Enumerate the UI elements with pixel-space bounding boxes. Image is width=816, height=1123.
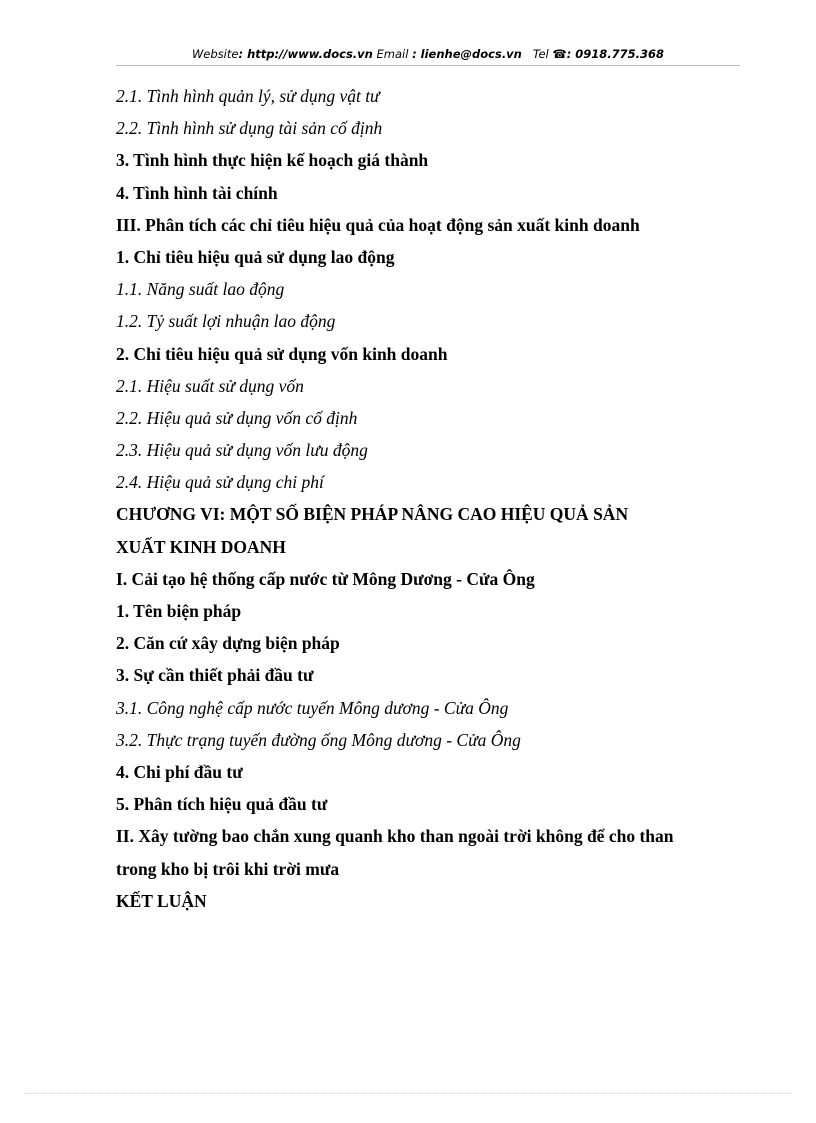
toc-entry: 4. Chi phí đầu tư bbox=[116, 761, 243, 782]
email-link[interactable]: : lienhe@docs.vn bbox=[412, 47, 522, 61]
toc-entry: III. Phân tích các chỉ tiêu hiệu quả của hoạt động sản xuất kinh doanh bbox=[116, 214, 640, 235]
header-divider bbox=[116, 65, 740, 66]
toc-entry: I. Cải tạo hệ thống cấp nước từ Mông Dương - Cửa Ông bbox=[116, 568, 535, 589]
toc-entry: 2.4. Hiệu quả sử dụng chi phí bbox=[116, 472, 324, 493]
toc-entry: 1.1. Năng suất lao động bbox=[116, 279, 285, 300]
toc-entry: KẾT LUẬN bbox=[116, 890, 207, 911]
toc-entry: XUẤT KINH DOANH bbox=[116, 536, 286, 557]
toc-entry: 2. Chỉ tiêu hiệu quả sử dụng vốn kinh doanh bbox=[116, 343, 448, 364]
toc-entry: II. Xây tường bao chắn xung quanh kho than ngoài trời không để cho than bbox=[116, 826, 674, 847]
toc-entry: 1. Tên biện pháp bbox=[116, 601, 242, 621]
toc-entry: 1.2. Tỷ suất lợi nhuận lao động bbox=[116, 311, 336, 332]
toc-entry: 4. Tình hình tài chính bbox=[116, 182, 278, 203]
phone-icon: ☎ bbox=[552, 47, 567, 61]
toc-entry: 3.1. Công nghệ cấp nước tuyến Mông dương - Cửa Ông bbox=[116, 697, 509, 718]
toc-entry: CHƯƠNG VI: MỘT SỐ BIỆN PHÁP NÂNG CAO HIỆU QUẢ SẢN bbox=[116, 504, 629, 525]
toc-entry: 1. Chỉ tiêu hiệu quả sử dụng lao động bbox=[116, 246, 395, 267]
page-header bbox=[116, 47, 740, 63]
website-link[interactable]: : http://www.docs.vn bbox=[238, 47, 373, 61]
tel-number: : 0918.775.368 bbox=[566, 47, 665, 61]
tel-label: Tel bbox=[532, 47, 549, 61]
footer-divider bbox=[24, 1093, 792, 1094]
email-label: Email bbox=[376, 47, 409, 61]
toc-entry: 2.1. Tình hình quản lý, sử dụng vật tư bbox=[116, 86, 380, 106]
website-label: Website bbox=[191, 47, 239, 61]
table-of-contents bbox=[116, 80, 746, 917]
toc-entry: 5. Phân tích hiệu quả đầu tư bbox=[116, 794, 328, 815]
toc-entry: 2.1. Hiệu suất sử dụng vốn bbox=[116, 375, 304, 396]
toc-entry: 2.3. Hiệu quả sử dụng vốn lưu động bbox=[116, 440, 368, 461]
toc-entry: trong kho bị trôi khi trời mưa bbox=[116, 858, 340, 879]
toc-entry: 2.2. Tình hình sử dụng tài sản cố định bbox=[116, 118, 383, 139]
toc-entry: 2.2. Hiệu quả sử dụng vốn cố định bbox=[116, 407, 358, 428]
toc-entry: 3. Sự cần thiết phải đầu tư bbox=[116, 665, 314, 686]
toc-entry: 3.2. Thực trạng tuyến đường ống Mông dương - Cửa Ông bbox=[116, 729, 521, 750]
toc-entry: 2. Căn cứ xây dựng biện pháp bbox=[116, 633, 340, 654]
toc-entry: 3. Tình hình thực hiện kế hoạch giá thành bbox=[116, 150, 429, 171]
